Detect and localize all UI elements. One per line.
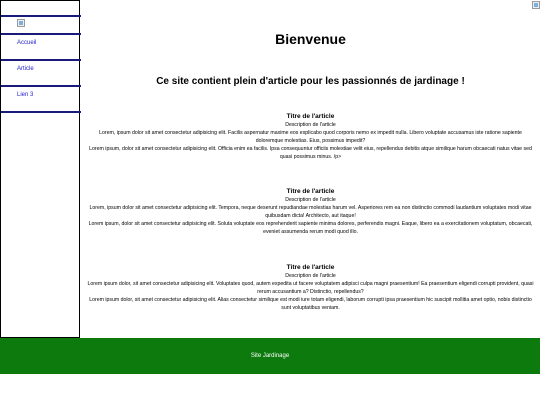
sidebar-item-article[interactable] (1, 61, 81, 87)
article-paragraph: Lorem ipsum dolor, sit amet consectetur adipisicing elit. Voluptates quod, autem expedita ut facere voluptatem adipisci culpa magni praesentium! Ea praesentium eligendi corrupti provident, quasi rerum accusantium a? Distinctio, repellendus? (87, 281, 534, 295)
article-paragraph: Lorem, ipsum dolor sit amet consectetur adipisicing elit. Facilis aspernatur maxime eos explicabo quod corporis nemo ex impedit nulla. Libero voluptate accusamus iste ratione sapiente doloremque molestias. Eius, possimus impedit? (99, 130, 522, 144)
broken-image-icon (17, 19, 25, 27)
article-description: Description de l'article (285, 197, 336, 203)
article-description: Description de l'article (285, 273, 336, 279)
sidebar-item-lien-3[interactable] (1, 87, 81, 113)
article-paragraph: Lorem, ipsum dolor sit amet consectetur adipisicing elit. Tempora, neque deserunt repudiandae molestias harum vel. Asperiores rem ea non distinctio commodi laudantium voluptates modi vitae quibusdam dicta! Architecto, aut itaque! (89, 205, 532, 219)
sidebar-item-label[interactable]: Accueil (17, 40, 37, 46)
sidebar-item-accueil[interactable] (1, 35, 81, 61)
sidebar (0, 0, 80, 338)
article-title: Titre de l'article (286, 188, 335, 195)
page-subtitle: Ce site contient plein d'article pour les passionnés de jardinage ! (156, 76, 465, 87)
footer-text: Site Jardinage (250, 353, 290, 359)
article-paragraph: Lorem ipsum, dolor sit amet consectetur adipisicing elit. Soluta voluptate eos reprehenderit sapiente minima dolores, perferendis magni. Eaque, libero ea a exercitationem voluptatum, obcaecati, eveniet assumenda rerum modi quod illo. (88, 221, 533, 235)
page-title: Bienvenue (275, 31, 346, 47)
sidebar-item-label[interactable]: Lien 3 (17, 92, 34, 98)
broken-image-icon (532, 1, 540, 9)
article-paragraph: Lorem ipsum, dolor sit amet consectetur adipisicing elit. Officia enim ea facilis. Ipsa consequuntur officiis molestiae velit eius, repellendus debitis atque similique harum obcaecati natus vitae sed quasi possimus minus. /p> (89, 146, 532, 160)
sidebar-item-label[interactable]: Article (17, 66, 34, 72)
article-title: Titre de l'article (286, 113, 335, 120)
article-paragraph: Lorem ipsum dolor, sit amet consectetur adipisicing elit. Alias consectetur similique est modi iure totam eligendi, laborum corrupti ipsa praesentium hic suscipit mollitia amet optio, nobis distinctio sunt voluptatibus veniam. (89, 297, 532, 311)
article (85, 187, 536, 236)
footer (0, 338, 540, 374)
sidebar-logo (1, 15, 81, 35)
article-description: Description de l'article (285, 122, 336, 128)
article (85, 263, 536, 312)
article (85, 112, 536, 161)
main-content (81, 0, 540, 338)
article-title: Titre de l'article (286, 264, 335, 271)
